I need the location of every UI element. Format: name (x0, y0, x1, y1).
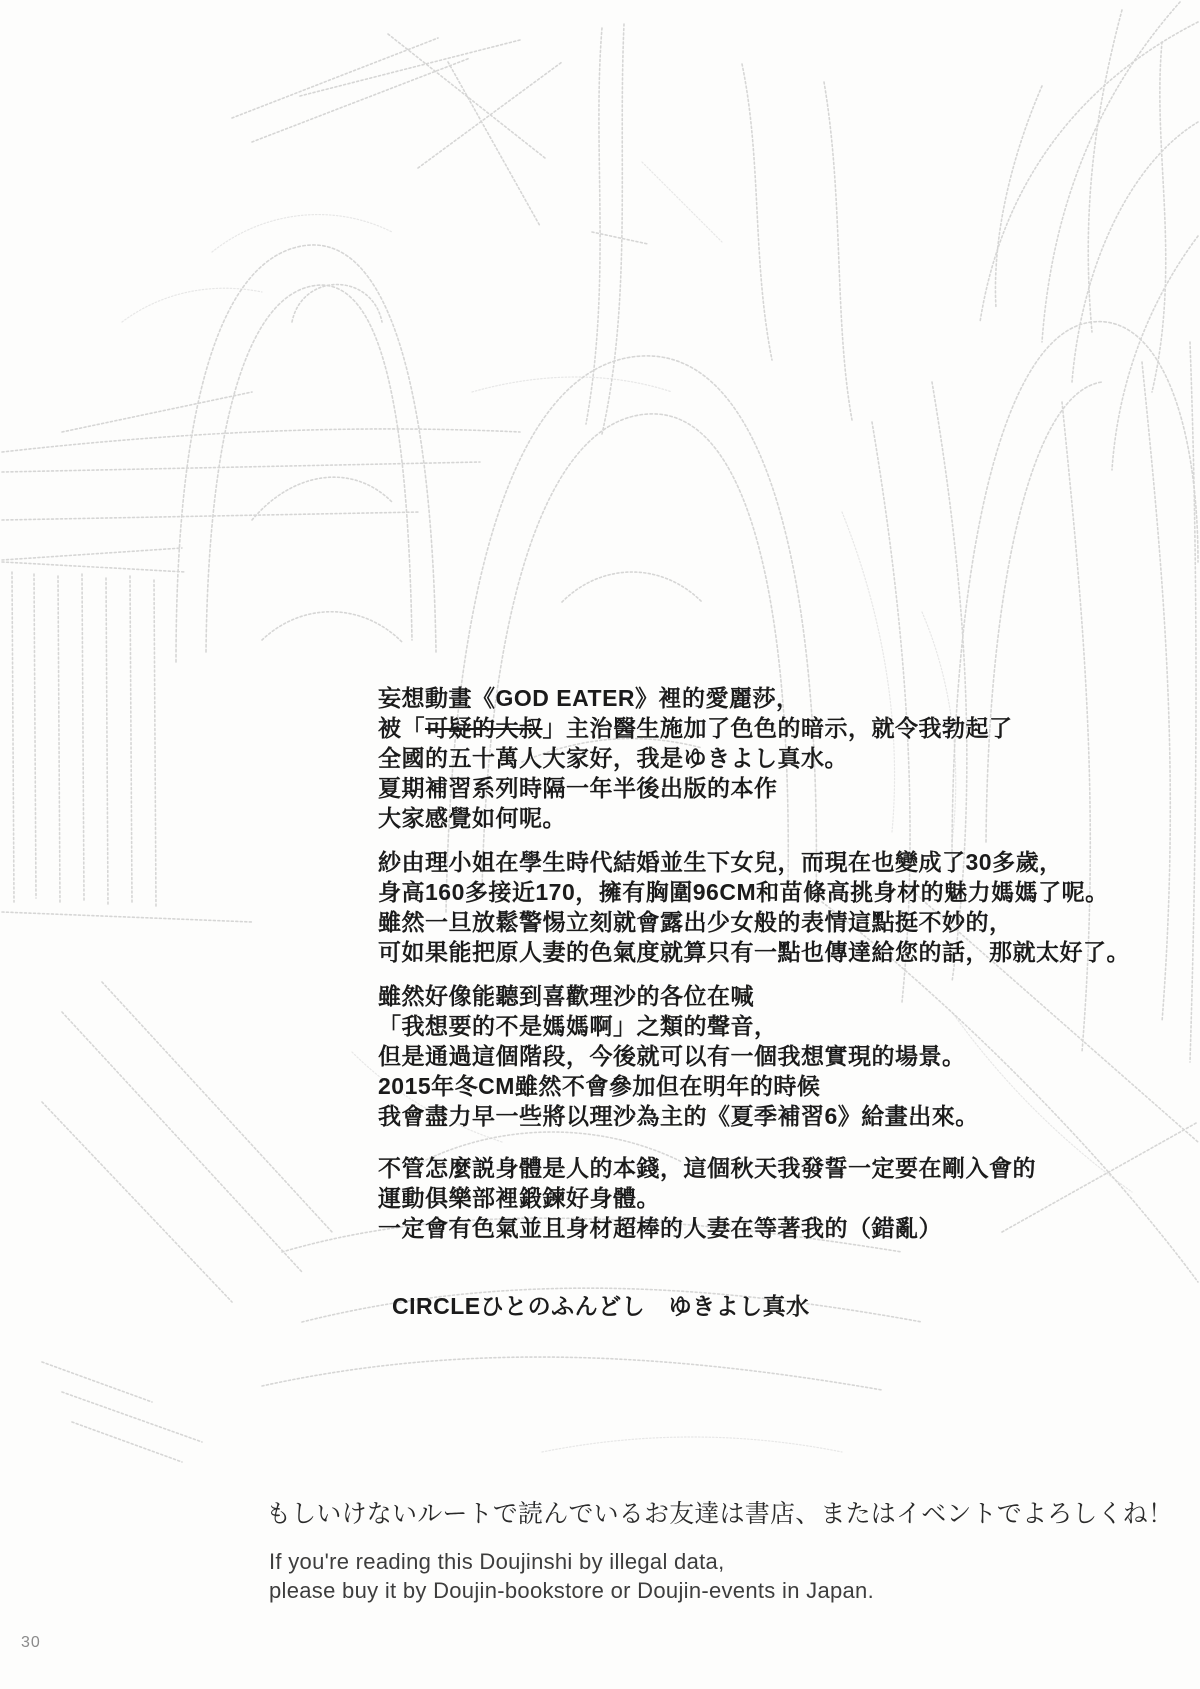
afterword-line: 雖然好像能聽到喜歡理沙的各位在喊 (378, 983, 754, 1009)
page-number: 30 (21, 1634, 41, 1651)
afterword-line: 我會盡力早一些將以理沙為主的《夏季補習6》給畫出來。 (378, 1103, 979, 1129)
struck-through-text: 可疑的大叔 (425, 715, 543, 741)
afterword-line: 大家感覺如何呢。 (378, 805, 566, 831)
afterword-line: 全國的五十萬人大家好，我是ゆきよし真水。 (378, 745, 848, 771)
piracy-notice-english-line1: If you're reading this Doujinshi by illegal data, (269, 1549, 725, 1574)
afterword-line: 2015年冬CM雖然不會參加但在明年的時候 (378, 1073, 821, 1099)
piracy-notice-english (269, 1547, 874, 1605)
afterword-line: 一定會有色氣並且身材超棒的人妻在等著我的（錯亂） (378, 1215, 942, 1241)
afterword-line: 妄想動畫《GOD EATER》裡的愛麗莎， (378, 685, 800, 711)
afterword-paragraph-2 (378, 847, 1130, 967)
afterword-line: 不管怎麼説身體是人的本錢，這個秋天我發誓一定要在剛入會的 (378, 1155, 1036, 1181)
piracy-notice-japanese: もしいけないルートで読んでいるお友達は書店、またはイベントでよろしくね！ (266, 1500, 1174, 1528)
afterword-line: 紗由理小姐在學生時代結婚並生下女兒，而現在也變成了30多歲， (378, 849, 1063, 875)
afterword-line: 「我想要的不是媽媽啊」之類的聲音， (378, 1013, 778, 1039)
afterword-line: 雖然一旦放鬆警惕立刻就會露出少女般的表情這點挺不妙的， (378, 909, 1013, 935)
afterword-line: 被「可疑的大叔」主治醫生施加了色色的暗示，就令我勃起了 (378, 715, 1013, 741)
afterword-paragraph-3 (378, 981, 1130, 1131)
afterword-line: 身高160多接近170，擁有胸圍96CM和苗條高挑身材的魅力媽媽了呢。 (378, 879, 1109, 905)
afterword-paragraph-1 (378, 683, 1130, 833)
afterword-paragraph-4 (378, 1153, 1130, 1243)
afterword-line: 但是通過這個階段，今後就可以有一個我想實現的場景。 (378, 1043, 966, 1069)
piracy-notice-english-line2: please buy it by Doujin-bookstore or Doujin-events in Japan. (269, 1578, 874, 1603)
afterword-line: 可如果能把原人妻的色氣度就算只有一點也傳達給您的話，那就太好了。 (378, 939, 1130, 965)
afterword-line: 夏期補習系列時隔一年半後出版的本作 (378, 775, 778, 801)
afterword-text-block (378, 683, 1130, 1243)
afterword-line: 運動俱樂部裡鍛鍊好身體。 (378, 1185, 660, 1211)
circle-credit-line: CIRCLEひとのふんどし ゆきよし真水 (392, 1293, 810, 1319)
